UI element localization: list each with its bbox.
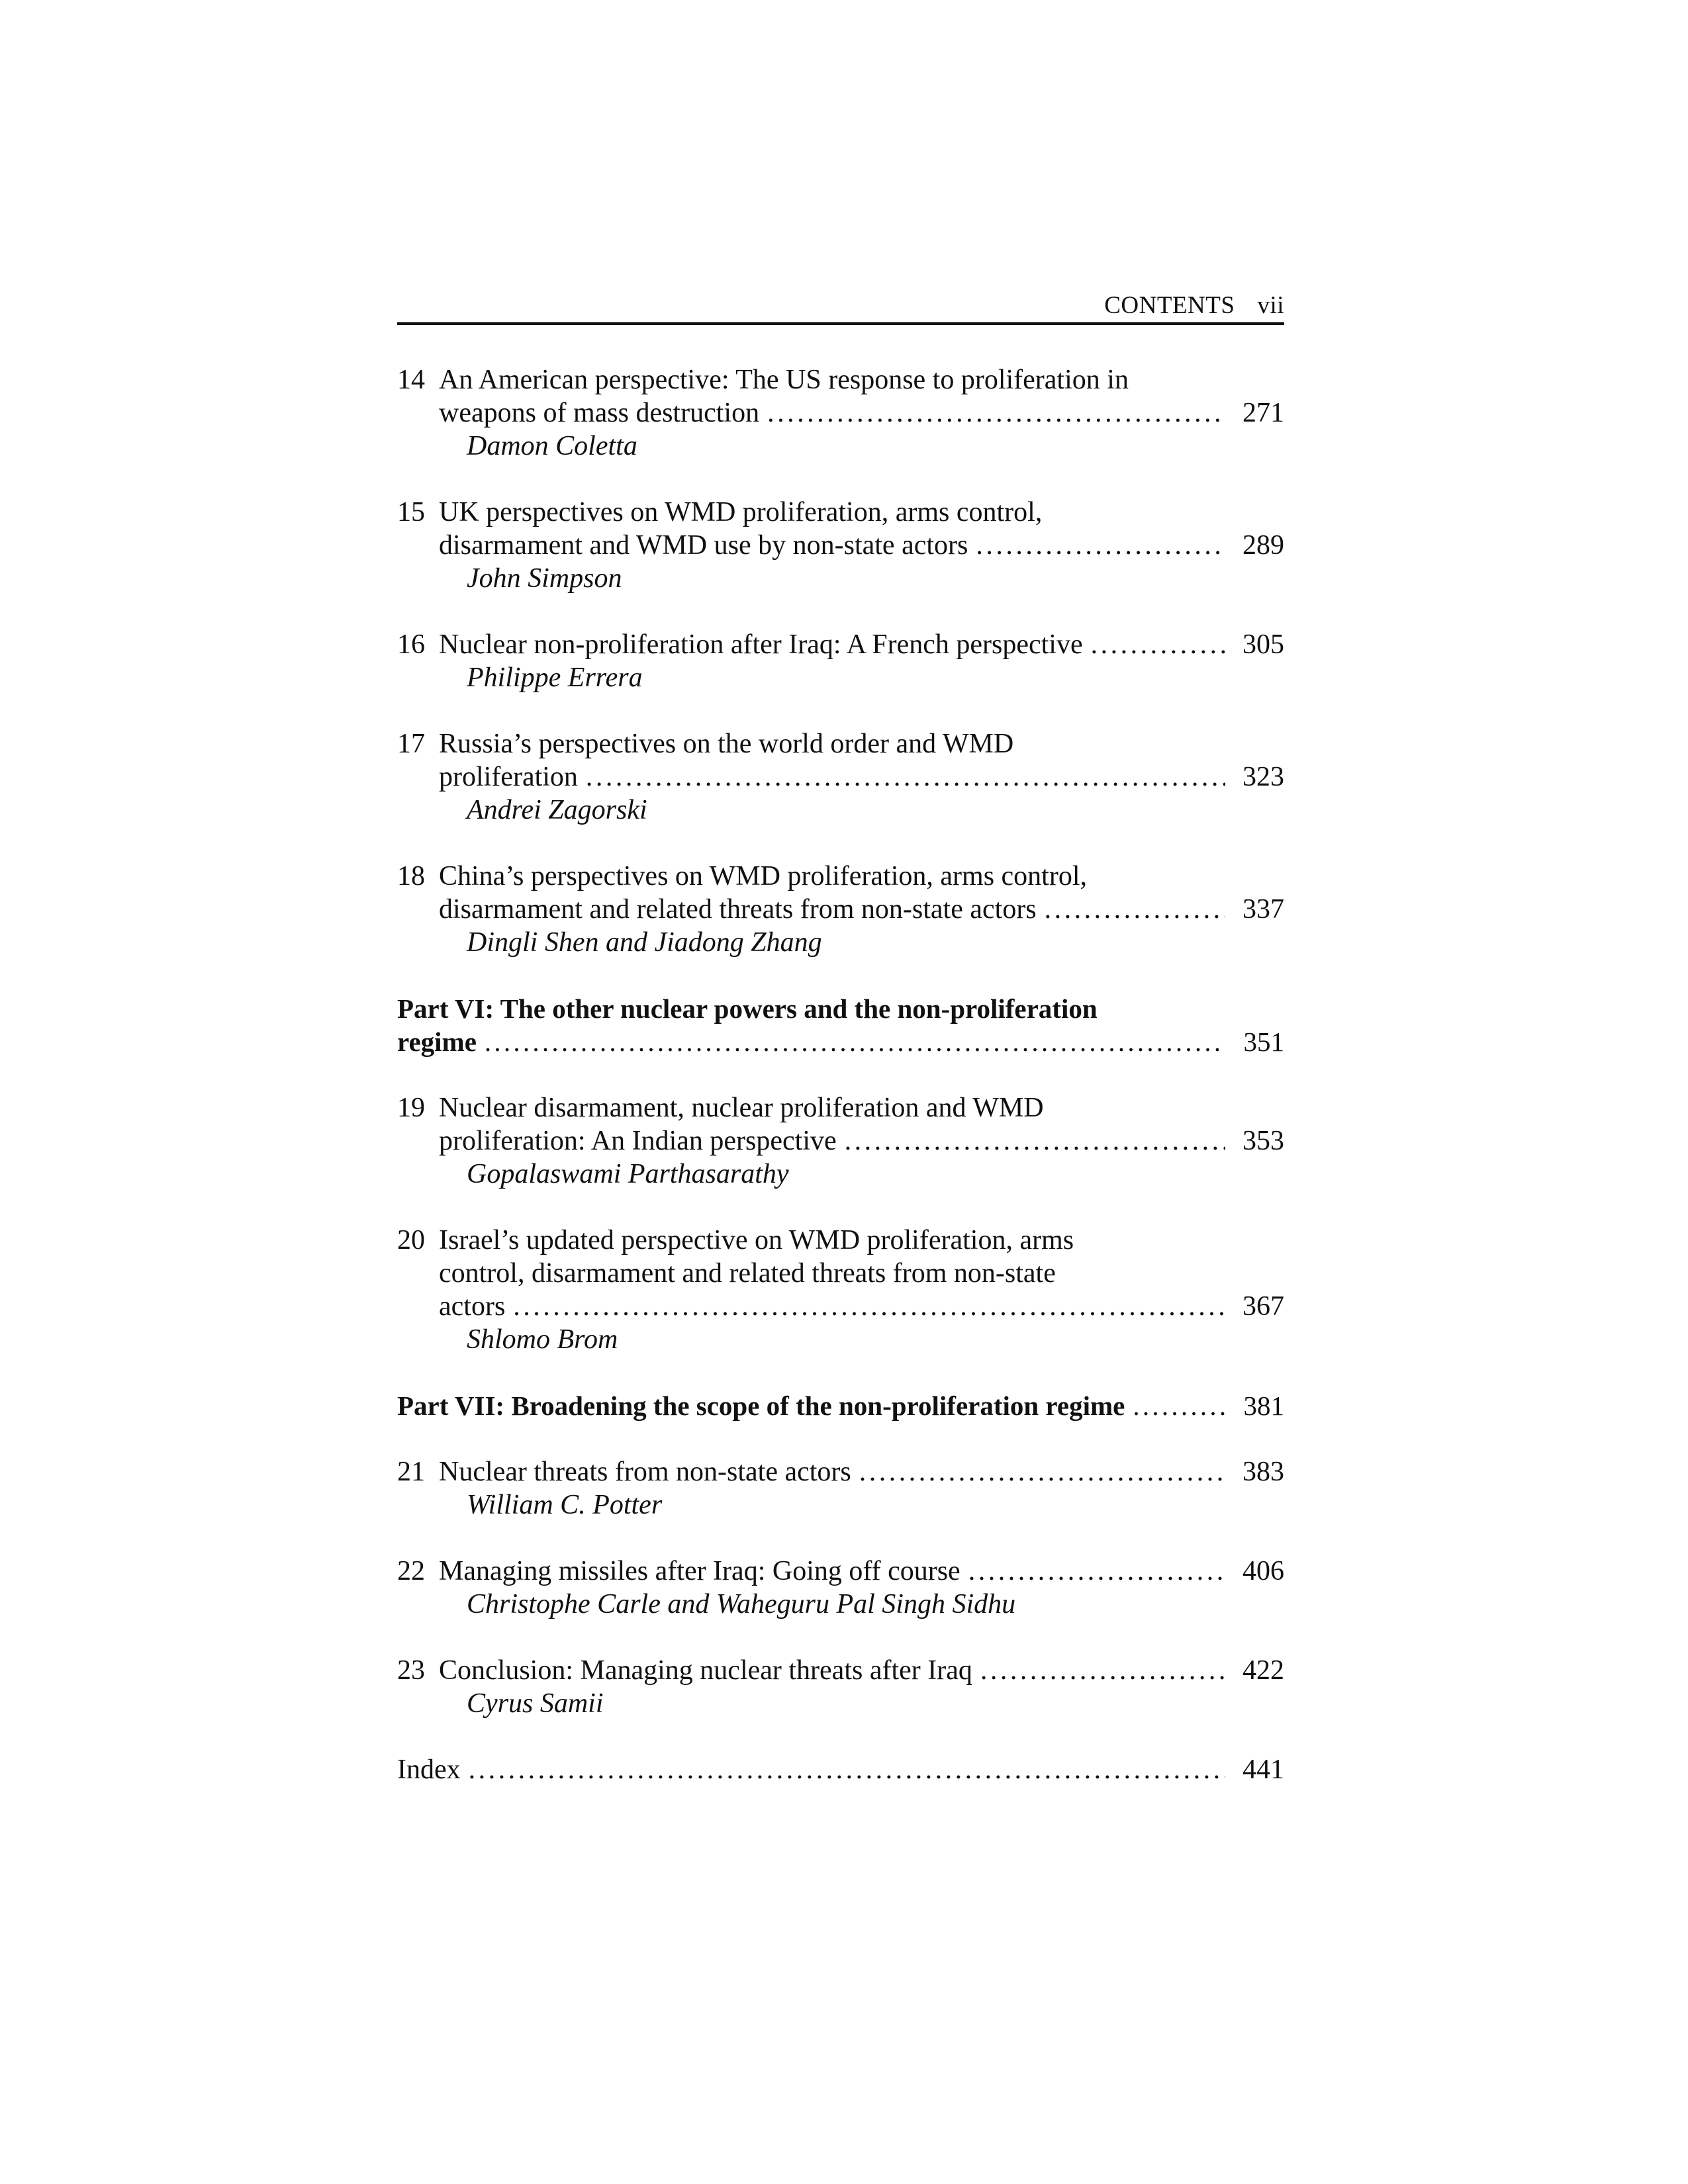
toc-chapter-entry[interactable] bbox=[397, 727, 1284, 827]
dot-leader bbox=[968, 1555, 1225, 1588]
entry-title-line: control, disarmament and related threats from non-state bbox=[439, 1258, 1056, 1289]
chapter-author: Gopalaswami Parthasarathy bbox=[467, 1159, 789, 1189]
toc-chapter-entry[interactable] bbox=[397, 1224, 1284, 1356]
page-reference: 383 bbox=[1243, 1457, 1284, 1487]
running-head bbox=[397, 291, 1284, 325]
entry-title-line: Conclusion: Managing nuclear threats after Iraq bbox=[439, 1655, 972, 1686]
toc-part-entry[interactable] bbox=[397, 1389, 1284, 1422]
entry-title-line: Nuclear disarmament, nuclear proliferation and WMD bbox=[439, 1093, 1044, 1123]
page-reference: 323 bbox=[1243, 762, 1284, 792]
toc-chapter-entry[interactable] bbox=[397, 1455, 1284, 1522]
dot-leader bbox=[859, 1455, 1225, 1488]
entry-title-line: Russia’s perspectives on the world order and WMD bbox=[439, 729, 1014, 759]
running-head-page-number: vii bbox=[1257, 292, 1284, 319]
chapter-author: Philippe Errera bbox=[467, 662, 643, 693]
entry-title-line: Managing missiles after Iraq: Going off course bbox=[439, 1556, 961, 1586]
entry-title-line: Index bbox=[397, 1754, 461, 1785]
chapter-author: Damon Coletta bbox=[467, 431, 637, 461]
entry-title-line: proliferation bbox=[439, 762, 578, 792]
entry-title-line: Part VII: Broadening the scope of the non-proliferation regime bbox=[397, 1390, 1125, 1421]
page-reference: 271 bbox=[1243, 398, 1284, 428]
chapter-number: 19 bbox=[397, 1093, 425, 1123]
page-reference: 353 bbox=[1243, 1126, 1284, 1156]
dot-leader bbox=[485, 1025, 1225, 1058]
chapter-number: 17 bbox=[397, 729, 425, 759]
page-reference: 441 bbox=[1243, 1754, 1284, 1785]
page-reference: 381 bbox=[1243, 1390, 1284, 1421]
chapter-author: John Simpson bbox=[467, 563, 622, 594]
dot-leader bbox=[586, 760, 1225, 794]
page-reference: 337 bbox=[1243, 894, 1284, 925]
entry-title-line: actors bbox=[439, 1291, 506, 1322]
dot-leader bbox=[980, 1654, 1225, 1687]
dot-leader bbox=[1133, 1389, 1225, 1422]
chapter-number: 23 bbox=[397, 1655, 425, 1686]
chapter-author: Andrei Zagorski bbox=[467, 795, 647, 825]
dot-leader bbox=[1091, 628, 1225, 661]
page-reference: 422 bbox=[1243, 1655, 1284, 1686]
toc-chapter-entry[interactable] bbox=[397, 1555, 1284, 1621]
page-reference: 351 bbox=[1243, 1026, 1284, 1057]
entry-title-line: UK perspectives on WMD proliferation, arms control, bbox=[439, 497, 1043, 527]
entry-title-line: disarmament and WMD use by non-state actors bbox=[439, 530, 968, 561]
toc-chapter-entry[interactable] bbox=[397, 1091, 1284, 1191]
dot-leader bbox=[513, 1290, 1225, 1323]
toc-chapter-entry[interactable] bbox=[397, 363, 1284, 463]
entry-title-line: Part VI: The other nuclear powers and the non-proliferation bbox=[397, 993, 1098, 1024]
dot-leader bbox=[976, 529, 1225, 562]
chapter-number: 14 bbox=[397, 365, 425, 395]
chapter-author: Christophe Carle and Waheguru Pal Singh Sidhu bbox=[467, 1589, 1016, 1619]
chapter-number: 20 bbox=[397, 1225, 425, 1255]
chapter-number: 22 bbox=[397, 1556, 425, 1586]
page-reference: 289 bbox=[1243, 530, 1284, 561]
entry-title-line: proliferation: An Indian perspective bbox=[439, 1126, 837, 1156]
dot-leader bbox=[469, 1753, 1225, 1786]
chapter-number: 16 bbox=[397, 629, 425, 660]
toc-chapter-entry[interactable] bbox=[397, 860, 1284, 959]
toc-chapter-entry[interactable] bbox=[397, 628, 1284, 694]
page-reference: 305 bbox=[1243, 629, 1284, 660]
dot-leader bbox=[767, 396, 1225, 430]
page-reference: 367 bbox=[1243, 1291, 1284, 1322]
entry-title-line: disarmament and related threats from non-state actors bbox=[439, 894, 1037, 925]
chapter-number: 15 bbox=[397, 497, 425, 527]
table-of-contents bbox=[397, 363, 1284, 1786]
chapter-number: 18 bbox=[397, 861, 425, 891]
book-page bbox=[397, 291, 1284, 1819]
entry-title-line: weapons of mass destruction bbox=[439, 398, 760, 428]
toc-part-entry[interactable] bbox=[397, 992, 1284, 1058]
chapter-author: Cyrus Samii bbox=[467, 1688, 604, 1719]
toc-chapter-entry[interactable] bbox=[397, 1654, 1284, 1720]
toc-chapter-entry[interactable] bbox=[397, 496, 1284, 595]
entry-title-line: An American perspective: The US response to proliferation in bbox=[439, 365, 1129, 395]
entry-title-line: Israel’s updated perspective on WMD proliferation, arms bbox=[439, 1225, 1074, 1255]
chapter-author: Shlomo Brom bbox=[467, 1324, 618, 1355]
entry-title-line: China’s perspectives on WMD proliferation, arms control, bbox=[439, 861, 1088, 891]
dot-leader bbox=[845, 1124, 1225, 1158]
chapter-author: William C. Potter bbox=[467, 1490, 663, 1520]
chapter-number: 21 bbox=[397, 1457, 425, 1487]
chapter-author: Dingli Shen and Jiadong Zhang bbox=[467, 927, 822, 958]
dot-leader bbox=[1045, 893, 1225, 926]
toc-part-entry[interactable] bbox=[397, 1753, 1284, 1786]
entry-title-line: regime bbox=[397, 1026, 477, 1057]
entry-title-line: Nuclear threats from non-state actors bbox=[439, 1457, 851, 1487]
entry-title-line: Nuclear non-proliferation after Iraq: A French perspective bbox=[439, 629, 1083, 660]
running-head-label: CONTENTS bbox=[1104, 292, 1235, 319]
page-reference: 406 bbox=[1243, 1556, 1284, 1586]
